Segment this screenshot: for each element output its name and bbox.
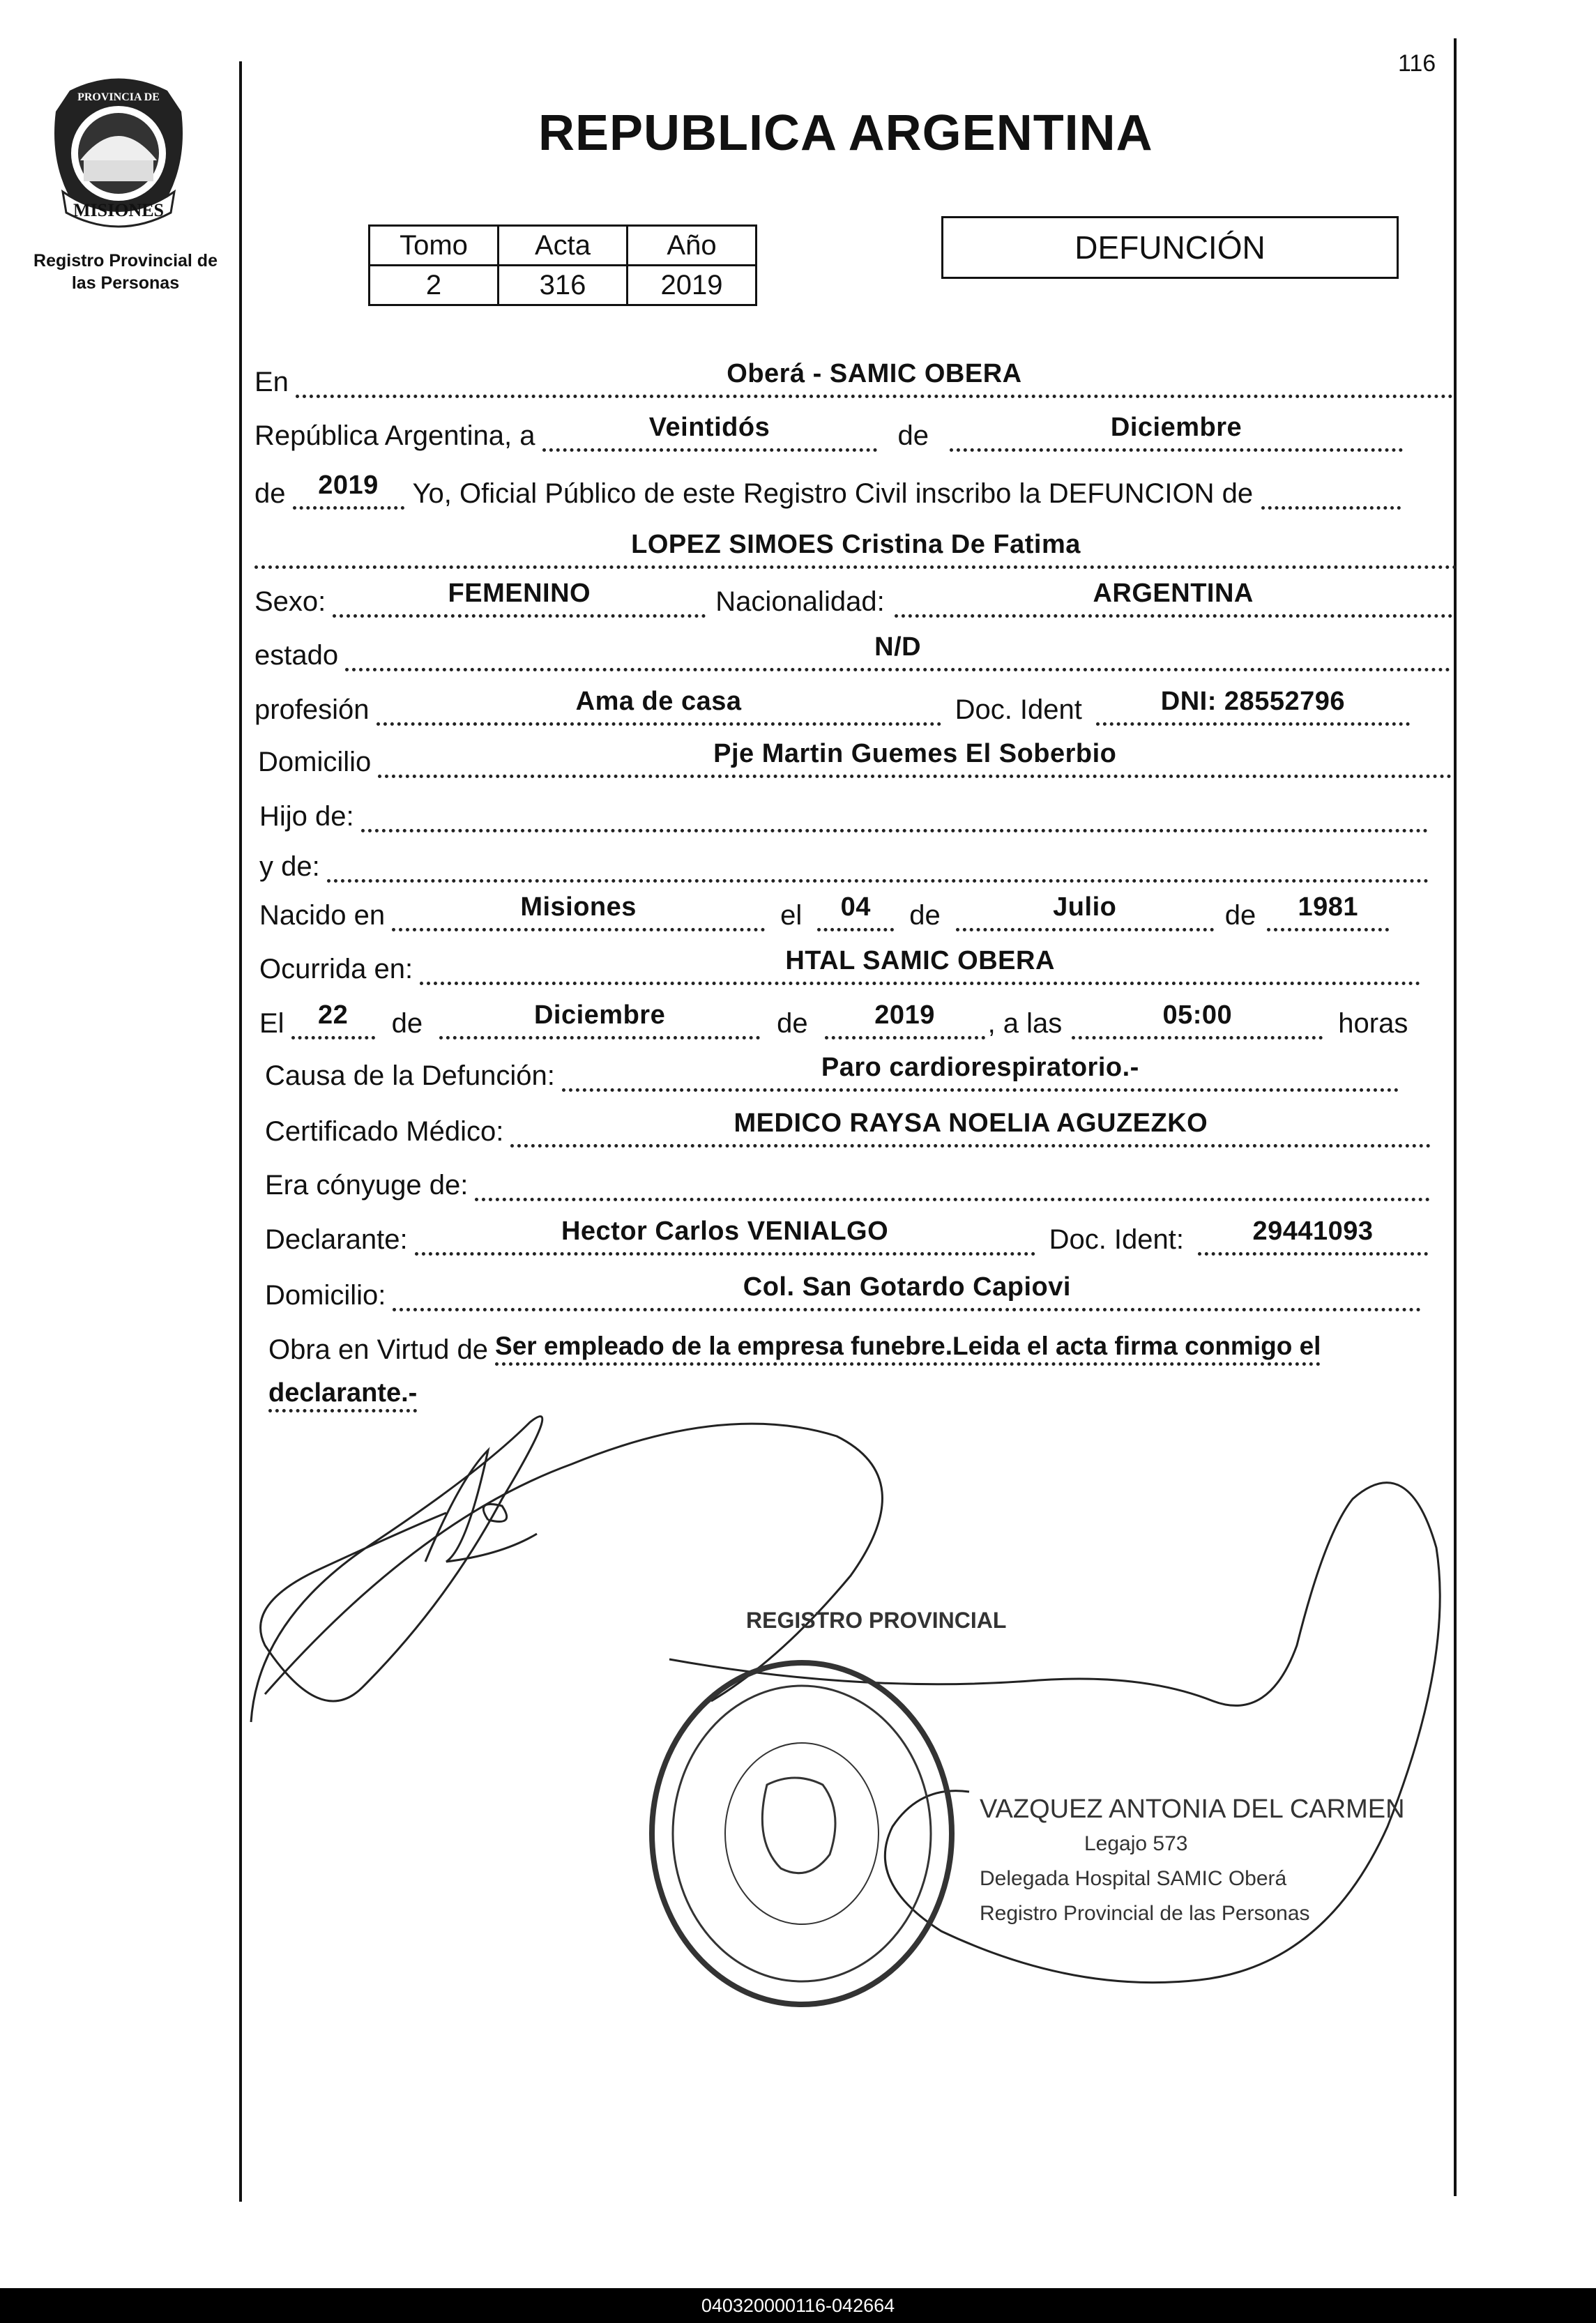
birth-day-field <box>817 892 894 931</box>
death-month-field <box>439 1000 760 1039</box>
row-en <box>254 359 1453 398</box>
anio-value: 2019 <box>628 266 757 305</box>
province-seal-logo <box>42 70 195 241</box>
logo-caption-line1: Registro Provincial de <box>33 251 218 271</box>
right-margin-rule <box>1454 38 1457 2196</box>
nacido-value: Misiones <box>520 892 637 922</box>
horas-label: horas <box>1338 1008 1408 1039</box>
death-de1: de <box>391 1008 423 1039</box>
row-estado <box>254 632 1450 671</box>
causa-label: Causa de la Defunción: <box>265 1060 555 1091</box>
year-prefix: de <box>254 478 286 509</box>
death-day-field <box>291 1000 375 1039</box>
causa-value: Paro cardiorespiratorio.- <box>821 1053 1139 1082</box>
doc-ident-label: Doc. Ident <box>955 694 1082 725</box>
certificado-value: MEDICO RAYSA NOELIA AGUZEZKO <box>734 1109 1208 1138</box>
reference-header-row <box>370 226 757 266</box>
nacionalidad-field <box>895 579 1452 618</box>
day-field <box>542 413 877 452</box>
row-death-date <box>259 1000 1408 1039</box>
row-yde <box>259 847 1429 883</box>
domicilio-label: Domicilio <box>258 747 372 777</box>
causa-field <box>562 1053 1399 1092</box>
document-type-box: DEFUNCIÓN <box>941 216 1399 279</box>
declarant-signature <box>251 1417 542 1722</box>
row-ocurrida <box>259 946 1420 985</box>
en-value: Oberá - SAMIC OBERA <box>727 359 1022 388</box>
official-stamp <box>980 1792 1405 1931</box>
hijo-label: Hijo de: <box>259 801 354 832</box>
yde-label: y de: <box>259 851 320 882</box>
declarante-value: Hector Carlos VENIALGO <box>561 1217 889 1246</box>
declarante-doc-value: 29441093 <box>1252 1217 1374 1246</box>
signatures-and-stamp <box>237 1394 1454 2092</box>
ocurrida-label: Ocurrida en: <box>259 954 413 984</box>
death-year-field <box>825 1000 985 1039</box>
row-declarante <box>265 1217 1428 1256</box>
year-value: 2019 <box>318 471 379 500</box>
conyuge-label: Era cónyuge de: <box>265 1170 469 1201</box>
declarante-doc-label: Doc. Ident: <box>1049 1224 1184 1255</box>
seal-bottom-text: MISIONES <box>73 200 165 220</box>
death-time: 05:00 <box>1162 1000 1233 1030</box>
hijo-field <box>361 797 1428 832</box>
row-deceased-name <box>254 530 1457 569</box>
deceased-name: LOPEZ SIMOES Cristina De Fatima <box>631 530 1081 559</box>
row-certificado <box>265 1109 1431 1148</box>
anio-header: Año <box>628 226 757 266</box>
birth-de2: de <box>1224 900 1256 931</box>
reference-value-row <box>370 266 757 305</box>
tomo-value: 2 <box>370 266 499 305</box>
estado-label: estado <box>254 640 339 671</box>
day-value: Veintidós <box>648 413 770 442</box>
de-label: de <box>897 420 929 451</box>
birth-year-field <box>1267 892 1389 931</box>
obra-value2: declarante.- <box>268 1377 417 1412</box>
month-field <box>950 413 1403 452</box>
republica-label: República Argentina, a <box>254 420 535 451</box>
nacionalidad-label: Nacionalidad: <box>715 586 885 617</box>
page-number: 116 <box>1398 50 1436 77</box>
row-nacido <box>259 892 1389 931</box>
declarante-doc-field <box>1198 1217 1428 1256</box>
domicilio2-label: Domicilio: <box>265 1280 386 1311</box>
registry-stamp <box>652 1663 952 2004</box>
obra-label: Obra en Virtud de <box>268 1334 489 1365</box>
birth-day: 04 <box>840 892 871 922</box>
year-field <box>293 471 404 510</box>
ocurrida-field <box>420 946 1420 985</box>
death-year: 2019 <box>874 1000 935 1030</box>
obra-value: Ser empleado de la empresa funebre.Leida el acta firma conmigo el <box>495 1330 1321 1366</box>
estado-value: N/D <box>874 632 922 662</box>
official-name: VAZQUEZ ANTONIA DEL CARMEN <box>980 1795 1405 1824</box>
profesion-value: Ama de casa <box>575 687 742 716</box>
seal-top-text: PROVINCIA DE <box>77 91 160 103</box>
sexo-label: Sexo: <box>254 586 326 617</box>
birth-month-field <box>956 892 1214 931</box>
tomo-header: Tomo <box>370 226 499 266</box>
intro-text: Yo, Oficial Público de este Registro Civil inscribo la DEFUNCION de <box>412 478 1254 509</box>
profesion-label: profesión <box>254 694 370 725</box>
estado-field <box>345 632 1450 671</box>
declarante-label: Declarante: <box>265 1224 408 1255</box>
ocurrida-value: HTAL SAMIC OBERA <box>785 946 1055 975</box>
declarante-field <box>415 1217 1035 1256</box>
domicilio-value: Pje Martin Guemes El Soberbio <box>713 739 1117 768</box>
alas-label: , a las <box>987 1008 1063 1039</box>
birth-de1: de <box>909 900 941 931</box>
profesion-field <box>377 687 941 726</box>
death-time-field <box>1072 1000 1323 1039</box>
intro-trailing-field <box>1261 474 1401 510</box>
domicilio-field <box>378 739 1452 778</box>
birth-year: 1981 <box>1298 892 1359 922</box>
death-month: Diciembre <box>533 1000 666 1030</box>
document-code-footer: 040320000116-042664 <box>0 2288 1596 2323</box>
nacionalidad-value: ARGENTINA <box>1093 579 1254 608</box>
row-date <box>254 413 1403 452</box>
en-field <box>296 359 1453 398</box>
death-de2: de <box>777 1008 808 1039</box>
domicilio2-field <box>393 1272 1421 1311</box>
row-hijo <box>259 797 1428 832</box>
row-causa <box>265 1053 1399 1092</box>
official-legajo: Legajo 573 <box>1084 1832 1188 1855</box>
doc-ident-value: DNI: 28552796 <box>1160 687 1345 716</box>
row-intro <box>254 471 1401 510</box>
logo-caption <box>24 250 227 294</box>
el-label: el <box>780 900 803 931</box>
stamp-ring-text: REGISTRO PROVINCIAL <box>746 1608 1007 1633</box>
nacido-field <box>392 892 765 931</box>
certificado-label: Certificado Médico: <box>265 1116 504 1147</box>
row-conyuge <box>265 1166 1430 1201</box>
yde-field <box>327 847 1429 883</box>
death-day: 22 <box>317 1000 349 1030</box>
row-sexo <box>254 579 1452 618</box>
official-registry: Registro Provincial de las Personas <box>980 1902 1310 1925</box>
deceased-name-field <box>254 530 1457 569</box>
sexo-value: FEMENINO <box>448 579 591 608</box>
reference-table <box>368 224 757 306</box>
sexo-field <box>333 579 706 618</box>
official-delegation: Delegada Hospital SAMIC Oberá <box>980 1867 1287 1890</box>
month-value: Diciembre <box>1110 413 1242 442</box>
certificado-field <box>510 1109 1431 1148</box>
conyuge-field <box>475 1166 1430 1201</box>
nacido-label: Nacido en <box>259 900 386 931</box>
row-obra <box>268 1330 1321 1366</box>
logo-caption-line2: las Personas <box>71 273 180 293</box>
row-domicilio <box>258 739 1452 778</box>
acta-value: 316 <box>499 266 628 305</box>
birth-month: Julio <box>1053 892 1117 922</box>
row-domicilio2 <box>265 1272 1421 1311</box>
page-title: REPUBLICA ARGENTINA <box>538 105 1153 161</box>
el2-label: El <box>259 1008 284 1039</box>
acta-header: Acta <box>499 226 628 266</box>
domicilio2-value: Col. San Gotardo Capiovi <box>743 1272 1071 1302</box>
doc-ident-field <box>1096 687 1410 726</box>
en-label: En <box>254 367 289 397</box>
row-profesion <box>254 687 1410 726</box>
